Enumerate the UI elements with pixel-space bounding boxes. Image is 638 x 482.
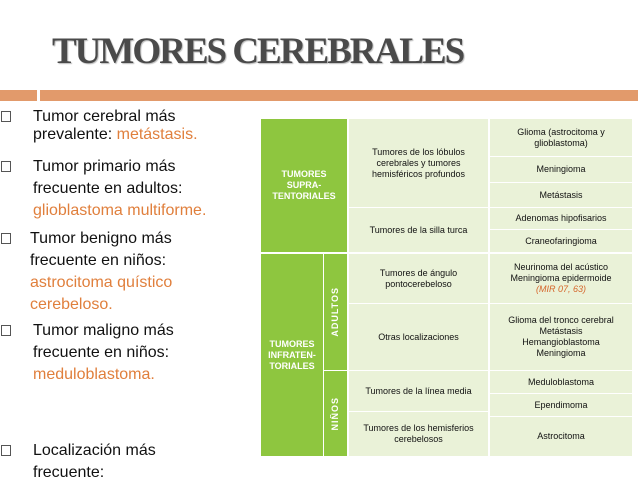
supratentorial-header: TUMORES SUPRA- TENTORIALES xyxy=(261,119,347,252)
tumor-classification-table xyxy=(261,119,632,456)
location-linea-media: Tumores de la línea media xyxy=(349,371,488,411)
bullet-line: prevalente: metástasis. xyxy=(33,126,198,143)
bullet-square-icon xyxy=(1,233,11,244)
bullet-line: frecuente: xyxy=(33,464,105,481)
tumor-meduloblastoma: Meduloblastoma xyxy=(490,371,632,393)
accent-bar-right xyxy=(40,90,638,101)
infratentorial-header: TUMORES INFRATEN- TORIALES xyxy=(261,254,323,456)
bullet-line: Localización más xyxy=(33,442,156,459)
tumor-glioma-tronco: Glioma del tronco cerebral Metástasis Hemangioblastoma Meningioma xyxy=(490,304,632,370)
tumor-astrocitoma: Astrocitoma xyxy=(490,417,632,456)
bullet-line: frecuente en adultos: xyxy=(33,180,183,197)
slide-title: TUMORES CEREBRALES xyxy=(52,31,464,72)
ninos-header: NIÑOS xyxy=(324,371,347,456)
bullet-square-icon xyxy=(1,161,11,172)
bullet-line: Tumor primario más xyxy=(33,158,176,175)
bullet-line: glioblastoma multiforme. xyxy=(33,202,207,219)
bullet-line: frecuente en niños: xyxy=(30,252,167,269)
location-lobulos: Tumores de los lóbulos cerebrales y tumores hemisféricos profundos xyxy=(349,119,488,207)
tumor-adenomas: Adenomas hipofisarios xyxy=(490,208,632,229)
bullet-square-icon xyxy=(1,111,11,122)
bullet-line: astrocitoma quístico xyxy=(30,274,173,291)
tumor-craneofaringioma: Craneofaringioma xyxy=(490,230,632,252)
bullet-line: meduloblastoma. xyxy=(33,366,155,383)
tumor-neurinoma: Neurinoma del acústico Meningioma epidermoide (MIR 07, 63) xyxy=(490,254,632,303)
bullet-line: cerebeloso. xyxy=(30,296,113,313)
tumor-ependimoma: Ependimoma xyxy=(490,394,632,416)
bullet-square-icon xyxy=(1,325,11,336)
location-hemisferios: Tumores de los hemisferios cerebelosos xyxy=(349,412,488,456)
bullet-square-icon xyxy=(1,445,11,456)
location-otras: Otras localizaciones xyxy=(349,304,488,370)
mir-reference: (MIR 07, 63) xyxy=(535,284,586,294)
tumor-meningioma: Meningioma xyxy=(490,157,632,182)
bullet-line: Tumor maligno más xyxy=(33,322,174,339)
location-silla-turca: Tumores de la silla turca xyxy=(349,208,488,252)
tumor-metastasis: Metástasis xyxy=(490,183,632,207)
tumor-glioma: Glioma (astrocitoma y glioblastoma) xyxy=(490,119,632,156)
bullet-line: frecuente en niños: xyxy=(33,344,170,361)
adultos-header: ADULTOS xyxy=(324,254,347,370)
location-angulo: Tumores de ángulo pontocerebeloso xyxy=(349,254,488,303)
accent-bar-left xyxy=(0,90,37,101)
bullet-line: Tumor benigno más xyxy=(30,230,172,247)
bullet-line: Tumor cerebral más xyxy=(33,108,176,125)
